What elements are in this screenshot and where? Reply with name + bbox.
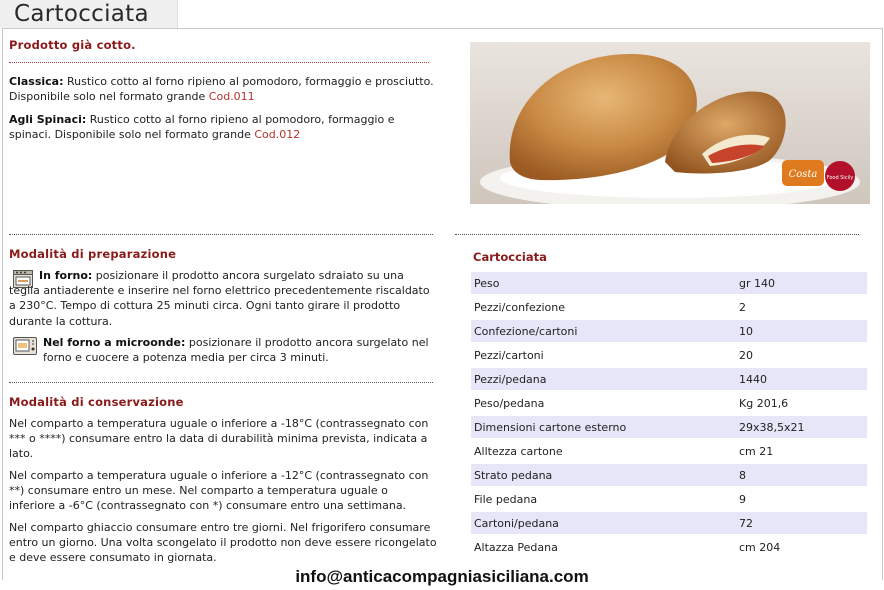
spec-key: Altazza Pedana: [474, 540, 558, 554]
table-row: [471, 296, 867, 318]
spec-value: 1440: [736, 368, 867, 390]
section-divider: [9, 234, 433, 235]
spec-value: 2: [739, 300, 746, 314]
product-code: Cod.011: [208, 90, 255, 104]
spec-value: 29x38,5x21: [736, 416, 867, 438]
table-row: [471, 416, 867, 438]
contact-email[interactable]: info@anticacompagniasiciliana.com: [295, 567, 589, 586]
spec-key: Pezzi/pedana: [471, 368, 736, 390]
spec-key: Strato pedana: [471, 464, 736, 486]
product-code: Cod.012: [254, 128, 301, 142]
microwave-text: posizionare il prodotto ancora surgelato nel forno e cuocere a potenza media per circa 3 minuti.: [43, 336, 429, 365]
spec-value: 20: [739, 348, 753, 362]
table-row: [471, 536, 867, 558]
section-divider: [9, 382, 433, 383]
intro-divider: [9, 62, 429, 63]
spec-value: cm 204: [739, 540, 781, 554]
spec-key: Pezzi/cartoni: [474, 348, 544, 362]
spec-key: Dimensioni cartone esterno: [471, 416, 736, 438]
table-row: [471, 344, 867, 366]
product-label: Classica:: [9, 75, 64, 88]
spec-value: 9: [739, 492, 746, 506]
spec-key: Peso/pedana: [474, 396, 545, 410]
spec-value: 72: [736, 512, 867, 534]
preparation-heading: Modalità di preparazione: [9, 247, 177, 261]
costa-logo: Costa: [788, 169, 818, 180]
oven-label: In forno:: [39, 269, 93, 282]
product-spinaci: [9, 112, 434, 142]
table-row: [471, 512, 867, 534]
section-divider: [455, 234, 859, 235]
intro-heading: Prodotto già cotto.: [9, 38, 136, 52]
product-classica: [9, 74, 434, 104]
sicily-logo: Food Sicily: [826, 175, 854, 181]
spec-value: 10: [736, 320, 867, 342]
spec-value: cm 21: [739, 444, 774, 458]
table-row: [471, 392, 867, 414]
table-row: [471, 464, 867, 486]
table-row: [471, 272, 867, 294]
conservation-paragraph: Nel comparto ghiaccio consumare entro tre giorni. Nel frigorifero consumare entro un giorno. Una volta scongelato il prodotto non deve essere ricongelato e deve essere consumato in giornata.: [9, 521, 437, 565]
specs-heading: Cartocciata: [473, 250, 547, 264]
page-title: Cartocciata: [14, 1, 149, 27]
oven-text: posizionare il prodotto ancora surgelato sdraiato su una teglia antiaderente e inserire nel forno elettrico precedentemente riscaldato a 230°C. Tempo di cottura 25 minuti circa. Ogni tanto girare il prodotto durante la cottura.: [9, 269, 430, 328]
microwave-label: Nel forno a microonde:: [43, 336, 186, 349]
product-text: Rustico cotto al forno ripieno al pomodoro, formaggio e prosciutto. Disponibile solo nel formato grande: [9, 75, 434, 104]
spec-key: Pezzi/confezione: [474, 300, 566, 314]
specs-table: [471, 270, 867, 560]
spec-key: File pedana: [474, 492, 538, 506]
product-photo: [470, 42, 870, 204]
table-row: [471, 488, 867, 510]
spec-key: Confezione/cartoni: [471, 320, 736, 342]
conservation-heading: Modalità di conservazione: [9, 395, 184, 409]
conservation-paragraph: Nel comparto a temperatura uguale o inferiore a -18°C (contrassegnato con *** o ****) consumare entro la data di durabilità minima prevista, indicata a lato.: [9, 417, 429, 461]
spec-value: 8: [736, 464, 867, 486]
product-text: Rustico cotto al forno ripieno al pomodoro, formaggio e spinaci. Disponibile solo nel formato grande: [9, 113, 395, 142]
spec-key: Cartoni/pedana: [471, 512, 736, 534]
table-row: [471, 440, 867, 462]
spec-key: Peso: [471, 272, 736, 294]
conservation-paragraph: Nel comparto a temperatura uguale o inferiore a -12°C (contrassegnato con **) consumare entro un mese. Nel comparto a temperatura uguale o inferiore a -6°C (contrassegnato con *) consumare entro una settimana.: [9, 469, 429, 513]
spec-value: gr 140: [736, 272, 867, 294]
table-row: [471, 368, 867, 390]
spec-value: Kg 201,6: [739, 396, 789, 410]
product-label: Agli Spinaci:: [9, 113, 87, 126]
table-row: [471, 320, 867, 342]
oven-instructions: [9, 268, 437, 329]
microwave-icon: [13, 337, 37, 359]
microwave-instructions: [43, 335, 437, 365]
spec-key: Alltezza cartone: [474, 444, 563, 458]
